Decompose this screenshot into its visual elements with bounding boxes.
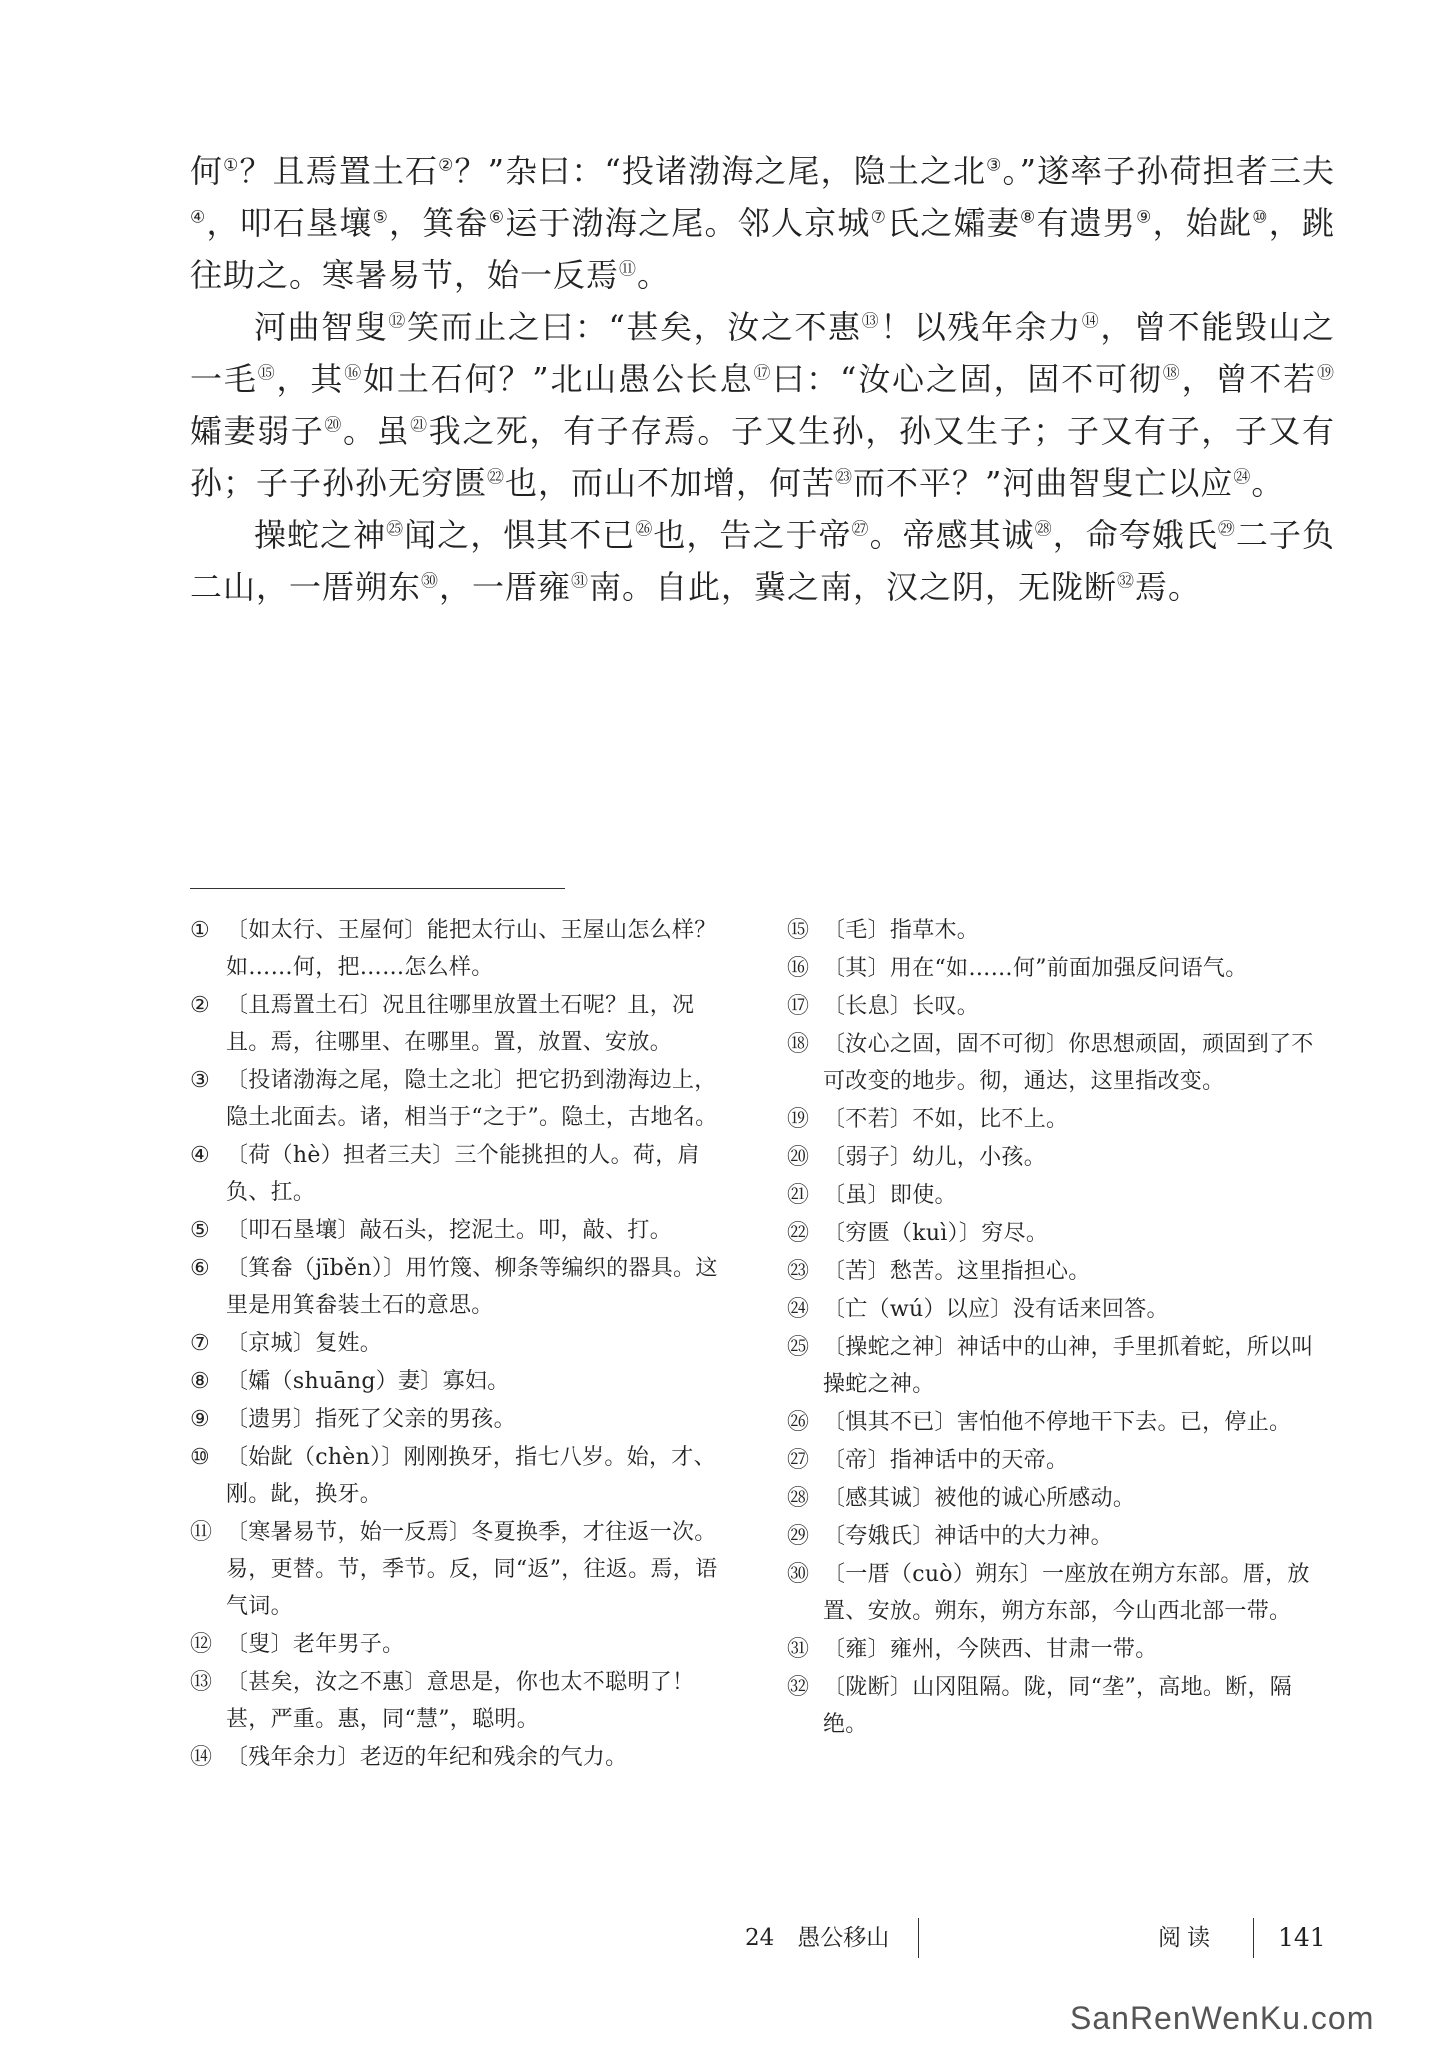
footer-separator [1253, 1918, 1254, 1958]
footnote-text: 〔不若〕不如，比不上。 [823, 1107, 1069, 1132]
footnote-marker: ⑤ [372, 207, 390, 228]
text-run: 也，告之于帝 [653, 516, 852, 554]
footnote [787, 950, 1335, 987]
footnote-number: ② [190, 993, 211, 1018]
text-run: 。”遂率子孙荷担者三夫 [1002, 152, 1335, 190]
text-run: ，其 [276, 360, 345, 398]
footnote-number: ㉒ [787, 1221, 810, 1246]
text-run: 曰：“汝心之固，固不可彻 [772, 360, 1163, 398]
footer-separator [918, 1918, 919, 1958]
footnote [190, 1137, 725, 1211]
footnote-marker: ㉘ [1034, 519, 1053, 540]
footnote [190, 912, 725, 986]
footnote-text: 〔如太行、王屋何〕能把太行山、王屋山怎么样？如……何，把……怎么样。 [226, 918, 717, 980]
paragraph [190, 509, 1335, 613]
text-run: ，箕畚 [389, 204, 489, 242]
footnote [190, 1250, 725, 1324]
footnote-text: 〔叩石垦壤〕敲石头，挖泥土。叩，敲、打。 [226, 1218, 673, 1243]
text-run: 南。自此，冀之南，汉之阴，无陇断 [589, 568, 1118, 606]
footnote [787, 1329, 1335, 1403]
watermark: SanRenWenKu.com [1070, 2000, 1375, 2036]
footnote [190, 1664, 725, 1738]
footnote-number: ⑳ [787, 1145, 810, 1170]
footnote-number: ⑫ [190, 1632, 213, 1657]
footnote [190, 1739, 725, 1776]
footnote-text: 〔帝〕指神话中的天帝。 [823, 1448, 1069, 1473]
footnote-marker: ⑮ [257, 363, 277, 384]
footnote-marker: ⑨ [1136, 207, 1153, 228]
text-run: ？”杂曰：“投诸渤海之尾，隐土之北 [454, 152, 987, 190]
footnote [190, 1212, 725, 1249]
footnote-marker: ㉖ [635, 519, 654, 540]
footnote-text: 〔陇断〕山冈阻隔。陇，同“垄”，高地。断，隔绝。 [823, 1675, 1293, 1737]
footnote-text: 〔孀（shuāng）妻〕寡妇。 [226, 1369, 510, 1394]
footnote-marker: ㉚ [421, 571, 440, 592]
text-run: 氏之孀妻 [887, 204, 1020, 242]
text-run: 而不平？”河曲智叟亡以应 [853, 464, 1234, 502]
footnote-marker: ⑭ [1081, 311, 1101, 332]
footnote-text: 〔残年余力〕老迈的年纪和残余的气力。 [226, 1745, 628, 1770]
footnote-text: 〔弱子〕幼儿，小孩。 [823, 1145, 1047, 1170]
footnotes-right-column [787, 912, 1335, 1744]
paragraph [190, 145, 1335, 301]
text-run: 焉。 [1135, 568, 1202, 606]
footnote-text: 〔亡（wú）以应〕没有话来回答。 [823, 1297, 1169, 1322]
footnote [190, 1401, 725, 1438]
footnote-number: ③ [190, 1068, 211, 1093]
footnote-number: ㉗ [787, 1448, 810, 1473]
footnote-number: ⑰ [787, 994, 810, 1019]
footnote-text: 〔京城〕复姓。 [226, 1331, 383, 1356]
footnote-number: ㉘ [787, 1486, 810, 1511]
footnote-marker: ⑧ [1019, 207, 1037, 228]
footnote [787, 1177, 1335, 1214]
text-run: 二子负二山，一厝朔东 [190, 516, 1335, 606]
footnote [190, 1514, 725, 1625]
footer-section-name: 阅读 [1158, 1925, 1216, 1951]
text-run: 闻之，惧其不已 [404, 516, 636, 554]
footnote-number: ㉔ [787, 1297, 810, 1322]
footnote-number: ⑦ [190, 1331, 211, 1356]
footnote-marker: ㉕ [386, 519, 405, 540]
text-run: 笑而止之曰：“甚矣，汝之不惠 [406, 308, 862, 346]
footnote [787, 912, 1335, 949]
footnote [787, 1291, 1335, 1328]
footnote-number: ⑧ [190, 1369, 211, 1394]
text-run: 。 [637, 256, 671, 294]
page-number: 141 [1278, 1923, 1326, 1952]
footnote-text: 〔其〕用在“如……何”前面加强反问语气。 [823, 956, 1248, 981]
footnote [787, 1215, 1335, 1252]
text-run: ，命夸娥氏 [1052, 516, 1218, 554]
footnote-number: ⑮ [787, 918, 810, 943]
footnote-number: ㉓ [787, 1259, 810, 1284]
footnote-number: ⑥ [190, 1256, 211, 1281]
footnote-marker: ㉙ [1217, 519, 1236, 540]
footnote-text: 〔雍〕雍州，今陕西、甘肃一带。 [823, 1637, 1158, 1662]
footnote-text: 〔虽〕即使。 [823, 1183, 957, 1208]
text-run: 何 [190, 152, 224, 190]
footnote [787, 1480, 1335, 1517]
text-run: 有遗男 [1036, 204, 1137, 242]
footnote-number: ⑤ [190, 1218, 211, 1243]
footnote-marker: ⑳ [324, 415, 343, 436]
footnote [190, 1363, 725, 1400]
footnote-number: ㉕ [787, 1335, 810, 1360]
footnote [787, 1518, 1335, 1555]
footnote [190, 1439, 725, 1513]
footnote-text: 〔箕畚（jīběn）〕用竹篾、柳条等编织的器具。这里是用箕畚装土石的意思。 [226, 1256, 718, 1318]
footnote-text: 〔汝心之固，固不可彻〕你思想顽固，顽固到了不可改变的地步。彻，通达，这里指改变。 [823, 1032, 1314, 1094]
footnote [787, 1669, 1335, 1743]
footnote-number: ⑱ [787, 1032, 810, 1057]
footnote-marker: ⑱ [1162, 363, 1182, 384]
footnote-text: 〔遗男〕指死了父亲的男孩。 [226, 1407, 516, 1432]
footnote-marker: ㉔ [1233, 467, 1252, 488]
footnote-text: 〔穷匮（kuì）〕穷尽。 [823, 1221, 1049, 1246]
footnote-marker: ㉑ [410, 415, 429, 436]
text-run: ，曾不若 [1181, 360, 1317, 398]
footnote-marker: ④ [190, 207, 207, 228]
footnote-text: 〔叟〕老年男子。 [226, 1632, 405, 1657]
footnote [190, 1626, 725, 1663]
footnote-text: 〔寒暑易节，始一反焉〕冬夏换季，才往返一次。易，更替。节，季节。反，同“返”，往返。焉，语气词。 [226, 1520, 718, 1619]
footnote-text: 〔荷（hè）担者三夫〕三个能挑担的人。荷，肩负、扛。 [226, 1143, 700, 1205]
main-text [190, 145, 1335, 613]
footnote-text: 〔始龀（chèn）〕刚刚换牙，指七八岁。始，才、刚。龀，换牙。 [226, 1445, 716, 1507]
footnote [787, 1442, 1335, 1479]
footnote-number: ① [190, 918, 211, 943]
footnote-text: 〔操蛇之神〕神话中的山神，手里抓着蛇，所以叫操蛇之神。 [823, 1335, 1314, 1397]
footnote [190, 1062, 725, 1136]
footnote [190, 987, 725, 1061]
text-run: ，叩石垦壤 [206, 204, 373, 242]
footnote-marker: ㉒ [487, 467, 506, 488]
footnote-text: 〔夸娥氏〕神话中的大力神。 [823, 1524, 1113, 1549]
text-run: ，始龀 [1152, 204, 1253, 242]
footer-lesson-title: 24 愚公移山 [745, 1925, 890, 1951]
footnote-number: ⑲ [787, 1107, 810, 1132]
footnote-marker: ㉓ [835, 467, 854, 488]
footnote [787, 1139, 1335, 1176]
footnote [787, 1026, 1335, 1100]
text-run: ，曾不能毁山之一毛 [190, 308, 1335, 398]
footnote-number: ⑭ [190, 1745, 213, 1770]
footnote-marker: ㉛ [571, 571, 590, 592]
footnote-marker: ⑥ [488, 207, 506, 228]
footnote-text: 〔感其诚〕被他的诚心所感动。 [823, 1486, 1136, 1511]
footnote [787, 1101, 1335, 1138]
footnote-marker: ⑲ [1316, 363, 1335, 384]
text-run: 。帝感其诚 [869, 516, 1035, 554]
footnote [787, 1253, 1335, 1290]
footnote-divider [190, 888, 565, 889]
footnote-marker: ⑫ [388, 311, 407, 332]
footnote-marker: ㉜ [1117, 571, 1136, 592]
footnote-number: ㉛ [787, 1637, 810, 1662]
footnote-marker: ⑦ [870, 207, 888, 228]
text-run: 。虽 [342, 412, 411, 450]
footnote-number: ㉙ [787, 1524, 810, 1549]
footnote [787, 1404, 1335, 1441]
footnote-marker: ⑰ [753, 363, 773, 384]
text-run: ！以残年余力 [880, 308, 1082, 346]
text-run: ，跳往助之。寒暑易节，始一反焉 [190, 204, 1335, 294]
text-run: 也，而山不加增，何苦 [505, 464, 836, 502]
footnote-number: ㉜ [787, 1675, 810, 1700]
footnote-number: ⑬ [190, 1670, 213, 1695]
footnote-text: 〔惧其不已〕害怕他不停地干下去。已，停止。 [823, 1410, 1292, 1435]
text-run: 运于渤海之尾。邻人京城 [505, 204, 871, 242]
footnote [190, 1325, 725, 1362]
footnote-number: ⑪ [190, 1520, 213, 1545]
text-run: 我之死，有子存焉。子又生孙，孙又生子；子又有子，子又有孙；子子孙孙无穷匮 [190, 412, 1335, 502]
footnote-number: ⑯ [787, 956, 810, 981]
text-run: ，一厝雍 [439, 568, 572, 606]
footnote-text: 〔且焉置土石〕况且往哪里放置土石呢？且，况且。焉，往哪里、在哪里。置，放置、安放。 [226, 993, 695, 1055]
footnote-text: 〔毛〕指草木。 [823, 918, 980, 943]
text-run: 如土石何？”北山愚公长息 [363, 360, 754, 398]
footnote-text: 〔苦〕愁苦。这里指担心。 [823, 1259, 1091, 1284]
text-run: 操蛇之神 [254, 516, 387, 554]
footnote-marker: ① [223, 155, 240, 176]
footnote-number: ④ [190, 1143, 211, 1168]
footnote-text: 〔长息〕长叹。 [823, 994, 980, 1019]
footnote-text: 〔甚矣，汝之不惠〕意思是，你也太不聪明了！甚，严重。惠，同“慧”，聪明。 [226, 1670, 695, 1732]
footnote-marker: ③ [986, 155, 1003, 176]
footnote-marker: ㉗ [851, 519, 870, 540]
text-run: 孀妻弱子 [190, 412, 325, 450]
footnote-text: 〔投诸渤海之尾，隐土之北〕把它扔到渤海边上，隐土北面去。诸，相当于“之于”。隐土，古地名。 [226, 1068, 718, 1130]
footnote-text: 〔一厝（cuò）朔东〕一座放在朔方东部。厝，放置、安放。朔东，朔方东部，今山西北部一带。 [823, 1562, 1310, 1624]
footnote [787, 1631, 1335, 1668]
footnote-marker: ⑩ [1252, 207, 1269, 228]
footnote-number: ㉚ [787, 1562, 810, 1587]
text-run: 。 [1251, 464, 1285, 502]
footnote-marker: ⑪ [619, 259, 638, 280]
footnote-number: ㉑ [787, 1183, 810, 1208]
footnote-marker: ⑯ [344, 363, 364, 384]
footnote-number: ⑨ [190, 1407, 211, 1432]
footnote [787, 988, 1335, 1025]
footnote-marker: ② [438, 155, 455, 176]
footnote-number: ㉖ [787, 1410, 810, 1435]
paragraph [190, 301, 1335, 509]
footnotes-left-column [190, 912, 725, 1777]
footnote-marker: ⑬ [861, 311, 881, 332]
text-run: 河曲智叟 [254, 308, 389, 346]
text-run: ？且焉置土石 [239, 152, 439, 190]
footnote-number: ⑩ [190, 1445, 211, 1470]
footnote [787, 1556, 1335, 1630]
